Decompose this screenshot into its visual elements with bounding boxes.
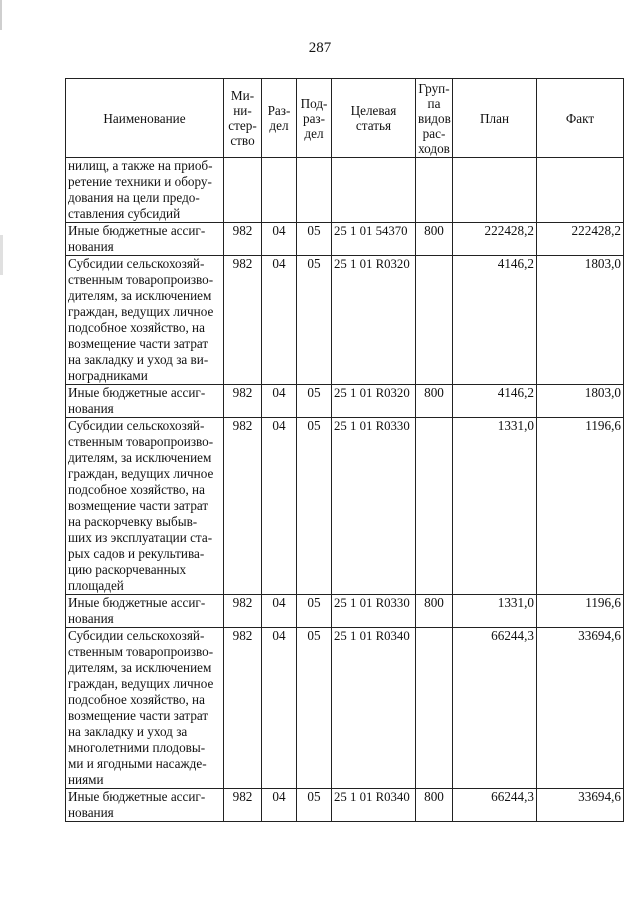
cell-subsection: 05	[297, 385, 332, 418]
table-row	[66, 385, 624, 418]
cell-subsection: 05	[297, 595, 332, 628]
cell-ministry: 982	[224, 385, 262, 418]
cell-name: нилищ, а также на приоб- ретение техники и обору- дования на цели предо- ставления субсидий	[66, 158, 224, 223]
cell-target: 25 1 01 54370	[332, 223, 416, 256]
header-row	[66, 79, 624, 158]
table-header	[66, 79, 624, 158]
cell-target	[332, 158, 416, 223]
header-plan: План	[453, 79, 537, 158]
cell-name: Иные бюджетные ассиг- нования	[66, 223, 224, 256]
cell-group	[416, 158, 453, 223]
cell-plan	[453, 158, 537, 223]
header-subsection: Под- раз- дел	[297, 79, 332, 158]
cell-name: Иные бюджетные ассиг- нования	[66, 789, 224, 822]
table-body	[66, 158, 624, 822]
cell-subsection: 05	[297, 223, 332, 256]
cell-fact: 1196,6	[537, 595, 624, 628]
cell-section	[262, 158, 297, 223]
cell-ministry: 982	[224, 223, 262, 256]
cell-target: 25 1 01 R0330	[332, 595, 416, 628]
cell-section: 04	[262, 385, 297, 418]
cell-subsection: 05	[297, 628, 332, 789]
cell-fact: 222428,2	[537, 223, 624, 256]
cell-plan: 1331,0	[453, 595, 537, 628]
cell-plan: 4146,2	[453, 256, 537, 385]
cell-target: 25 1 01 R0320	[332, 256, 416, 385]
cell-fact: 1803,0	[537, 385, 624, 418]
cell-name: Иные бюджетные ассиг- нования	[66, 385, 224, 418]
cell-name: Иные бюджетные ассиг- нования	[66, 595, 224, 628]
cell-ministry: 982	[224, 789, 262, 822]
table-row	[66, 595, 624, 628]
header-target: Целевая статья	[332, 79, 416, 158]
cell-fact: 33694,6	[537, 789, 624, 822]
cell-subsection: 05	[297, 789, 332, 822]
cell-section: 04	[262, 628, 297, 789]
cell-ministry: 982	[224, 256, 262, 385]
cell-group: 800	[416, 223, 453, 256]
header-group: Груп- па видов рас- ходов	[416, 79, 453, 158]
cell-subsection	[297, 158, 332, 223]
scan-edge-mark	[0, 0, 2, 30]
cell-target: 25 1 01 R0320	[332, 385, 416, 418]
cell-target: 25 1 01 R0330	[332, 418, 416, 595]
header-fact: Факт	[537, 79, 624, 158]
cell-group	[416, 418, 453, 595]
cell-plan: 66244,3	[453, 628, 537, 789]
cell-fact: 33694,6	[537, 628, 624, 789]
cell-subsection: 05	[297, 256, 332, 385]
header-section: Раз- дел	[262, 79, 297, 158]
table-row	[66, 789, 624, 822]
cell-plan: 4146,2	[453, 385, 537, 418]
table-row	[66, 628, 624, 789]
cell-group	[416, 628, 453, 789]
cell-fact: 1803,0	[537, 256, 624, 385]
budget-table	[65, 78, 624, 822]
cell-target: 25 1 01 R0340	[332, 628, 416, 789]
cell-group: 800	[416, 595, 453, 628]
header-ministry: Ми- ни- стер- ство	[224, 79, 262, 158]
cell-name: Субсидии сельскохозяй- ственным товаропроизво- дителям, за исключением граждан, ведущих личное подсобное хозяйство, на возмещение части затрат на закладку и уход за ви- ноградниками	[66, 256, 224, 385]
page-number: 287	[308, 40, 332, 56]
cell-fact: 1196,6	[537, 418, 624, 595]
cell-ministry: 982	[224, 418, 262, 595]
scan-edge-mark	[0, 235, 3, 275]
cell-section: 04	[262, 595, 297, 628]
cell-plan: 1331,0	[453, 418, 537, 595]
cell-name: Субсидии сельскохозяй- ственным товаропроизво- дителям, за исключением граждан, ведущих личное подсобное хозяйство, на возмещение части затрат на закладку и уход за многолетними плодовы- ми и ягодными насажде- ниями	[66, 628, 224, 789]
table-row	[66, 418, 624, 595]
cell-section: 04	[262, 418, 297, 595]
cell-fact	[537, 158, 624, 223]
cell-plan: 222428,2	[453, 223, 537, 256]
header-name: Наименование	[66, 79, 224, 158]
cell-target: 25 1 01 R0340	[332, 789, 416, 822]
cell-group	[416, 256, 453, 385]
table-row	[66, 158, 624, 223]
cell-ministry: 982	[224, 628, 262, 789]
table-row	[66, 223, 624, 256]
table-row	[66, 256, 624, 385]
cell-ministry: 982	[224, 595, 262, 628]
cell-section: 04	[262, 223, 297, 256]
cell-name: Субсидии сельскохозяй- ственным товаропроизво- дителям, за исключением граждан, ведущих личное подсобное хозяйство, на возмещение части затрат на раскорчевку выбыв- ших из эксплуатации ста- рых садов и рекультива- цию раскорчеванных площадей	[66, 418, 224, 595]
cell-section: 04	[262, 789, 297, 822]
cell-subsection: 05	[297, 418, 332, 595]
cell-group: 800	[416, 385, 453, 418]
cell-group: 800	[416, 789, 453, 822]
cell-section: 04	[262, 256, 297, 385]
cell-ministry	[224, 158, 262, 223]
cell-plan: 66244,3	[453, 789, 537, 822]
